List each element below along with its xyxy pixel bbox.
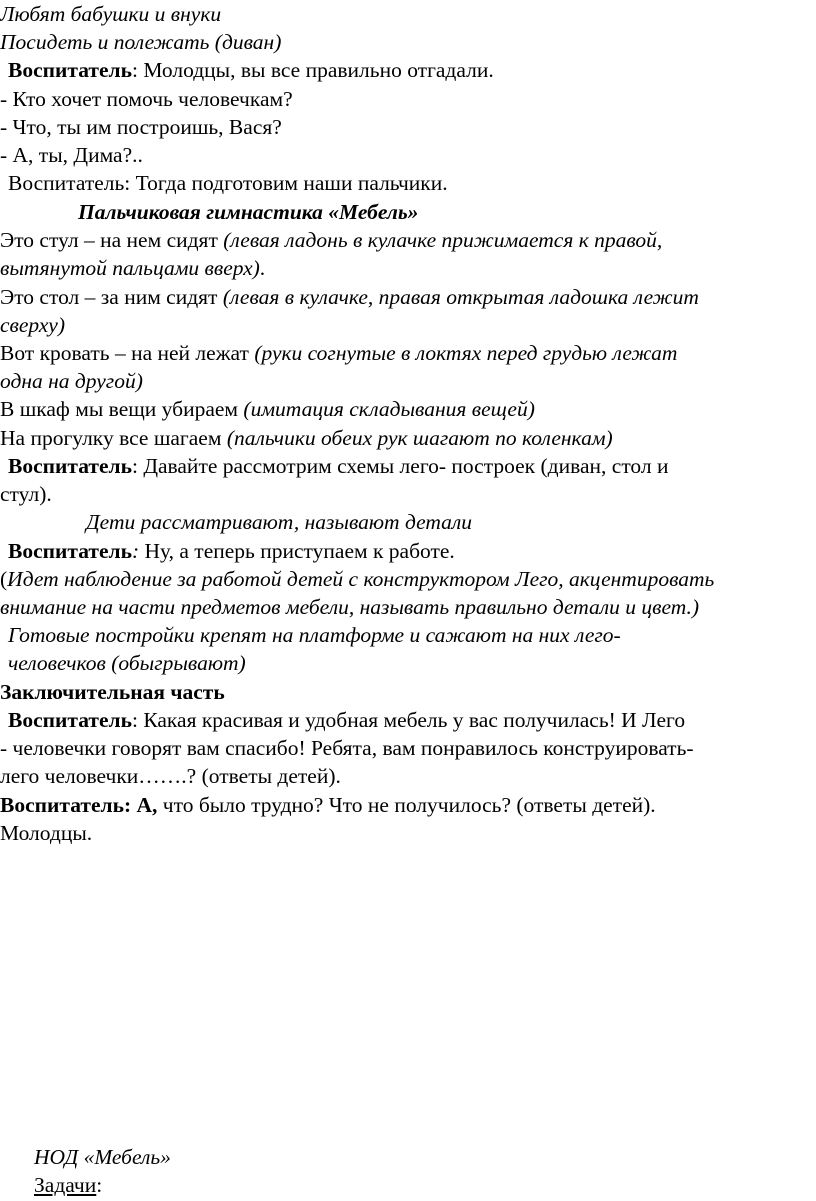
teacher-label-a: А, xyxy=(131,793,158,817)
dialog-text: - Кто хочет помочь человечкам? xyxy=(0,87,293,111)
dialog-line xyxy=(0,113,816,141)
instruction-text: сверху) xyxy=(0,313,65,337)
instruction-text: (пальчики обеих рук шагают по коленкам) xyxy=(226,426,613,450)
rhyme-line xyxy=(0,226,816,254)
tasks-colon: : xyxy=(96,1173,103,1197)
heading-text: Заключительная часть xyxy=(0,680,225,704)
stage-direction xyxy=(86,508,816,536)
rhyme-line xyxy=(0,424,816,452)
observation-line xyxy=(8,649,816,677)
observation-line xyxy=(8,621,816,649)
teacher-line xyxy=(0,480,816,508)
instruction-text: (имитация складывания вещей) xyxy=(243,397,535,421)
observation-text: человечков (обыгрывают) xyxy=(8,651,246,675)
poem-text: Любят бабушки и внуки xyxy=(0,2,222,26)
teacher-line xyxy=(0,734,816,762)
poem-line xyxy=(0,28,816,56)
observation-text: Идет наблюдение за работой детей с конструктором Лего, акцентировать xyxy=(7,567,715,591)
poem-line xyxy=(0,0,816,28)
teacher-speech: : Молодцы, вы все правильно отгадали. xyxy=(131,58,494,82)
teacher-label: Воспитатель xyxy=(8,708,132,732)
instruction-text: одна на другой) xyxy=(0,369,143,393)
teacher-label: Воспитатель xyxy=(8,454,132,478)
teacher-speech: - человечки говорят вам спасибо! Ребята, вам понравилось конструировать- xyxy=(0,736,694,760)
teacher-speech: лего человечки…….? (ответы детей). xyxy=(0,764,341,788)
teacher-label: Воспитатель xyxy=(8,58,132,82)
tasks-label: Задачи xyxy=(34,1173,97,1197)
observation-text: Готовые постройки крепят на платформе и сажают на них лего- xyxy=(8,623,621,647)
teacher-line xyxy=(8,169,816,197)
rhyme-line xyxy=(0,283,816,311)
teacher-speech: что было трудно? Что не получилось? (ответы детей). xyxy=(157,793,656,817)
teacher-label: Воспитатель xyxy=(8,539,132,563)
instruction-text: (левая в кулачке, правая открытая ладошка лежит xyxy=(222,285,699,309)
dialog-line xyxy=(0,85,816,113)
rhyme-text: В шкаф мы вещи убираем xyxy=(0,397,244,421)
teacher-line xyxy=(8,706,816,734)
dialog-line xyxy=(0,141,816,169)
heading-text: Пальчиковая гимнастика «Мебель» xyxy=(78,200,419,224)
rhyme-text: Это стол – за ним сидят xyxy=(0,285,223,309)
dialog-text: - Что, ты им построишь, Вася? xyxy=(0,115,282,139)
rhyme-line xyxy=(0,395,816,423)
rhyme-line xyxy=(0,254,816,282)
instruction-text: вытянутой пальцами вверх) xyxy=(0,256,260,280)
teacher-line xyxy=(0,791,816,819)
teacher-line xyxy=(0,819,816,847)
teacher-line xyxy=(8,56,816,84)
colon: : xyxy=(131,539,140,563)
section-heading xyxy=(78,198,816,226)
observation-text: внимание на части предметов мебели, называть правильно детали и цвет.) xyxy=(0,595,700,619)
footer-title xyxy=(34,1143,816,1171)
paren: ( xyxy=(0,567,8,591)
instruction-text: (левая ладонь в кулачке прижимается к правой, xyxy=(223,228,663,252)
observation-line xyxy=(0,593,816,621)
observation-line xyxy=(0,565,816,593)
teacher-speech: Молодцы. xyxy=(0,821,93,845)
rhyme-line xyxy=(0,367,816,395)
rhyme-text: На прогулку все шагаем xyxy=(0,426,227,450)
poem-text: Посидеть и полежать (диван) xyxy=(0,30,282,54)
rhyme-line xyxy=(0,339,816,367)
footer-title-text: НОД «Мебель» xyxy=(34,1145,171,1169)
rhyme-text: Вот кровать – на ней лежат xyxy=(0,341,255,365)
teacher-speech: : Какая красивая и удобная мебель у вас получилась! И Лего xyxy=(131,708,686,732)
instruction-text: (руки согнутые в локтях перед грудью лежат xyxy=(254,341,678,365)
teacher-speech: Ну, а теперь приступаем к работе. xyxy=(139,539,455,563)
footer-tasks xyxy=(34,1171,816,1199)
teacher-speech: Воспитатель: Тогда подготовим наши пальчики. xyxy=(8,171,448,195)
rhyme-text: . xyxy=(259,256,266,280)
teacher-line xyxy=(8,452,816,480)
rhyme-line xyxy=(0,311,816,339)
teacher-label: Воспитатель: xyxy=(0,793,132,817)
dialog-text: - А, ты, Дима?.. xyxy=(0,143,143,167)
teacher-line xyxy=(8,537,816,565)
rhyme-text: Это стул – на нем сидят xyxy=(0,228,224,252)
teacher-line xyxy=(0,762,816,790)
direction-text: Дети рассматривают, называют детали xyxy=(86,510,473,534)
teacher-speech: : Давайте рассмотрим схемы лего- построек (диван, стол и xyxy=(131,454,669,478)
section-heading xyxy=(0,678,816,706)
teacher-speech: стул). xyxy=(0,482,52,506)
